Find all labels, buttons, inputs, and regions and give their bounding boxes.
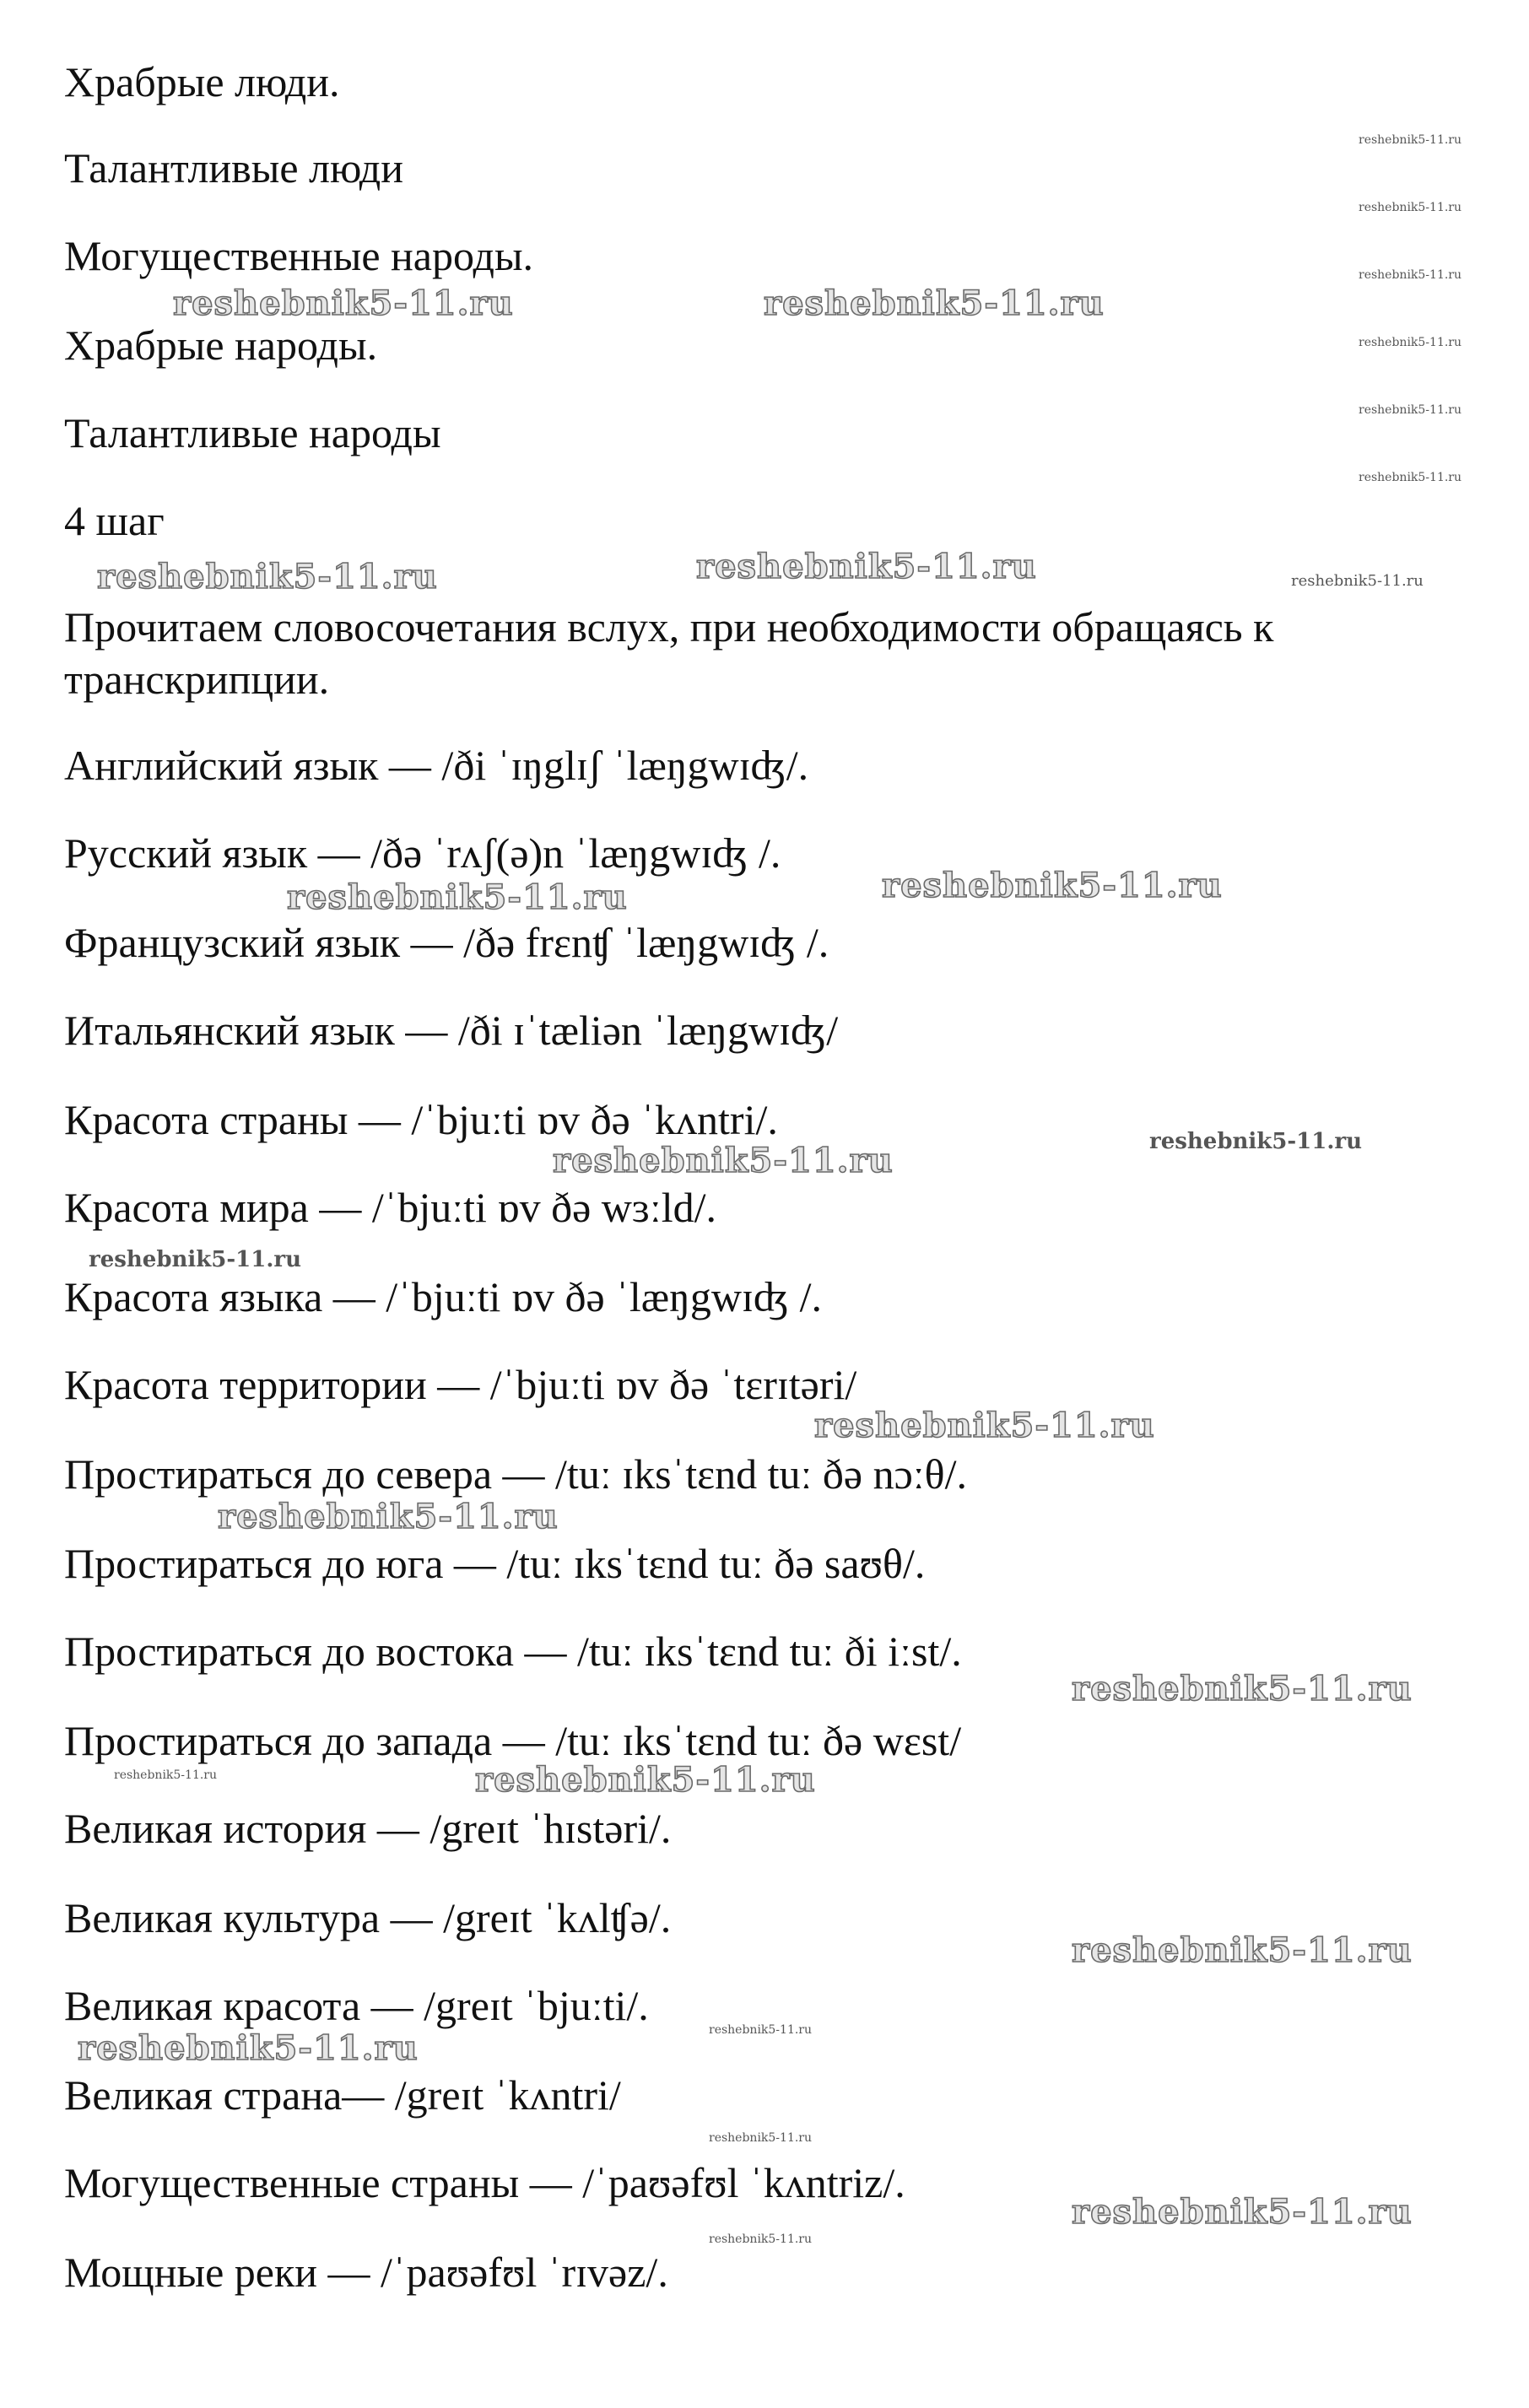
watermark: reshebnik5-11.ru [1359, 403, 1462, 417]
watermark: reshebnik5-11.ru [709, 2131, 813, 2145]
phrase-line: Мощные реки — /ˈpaʊəfʊl ˈrɪvəz/. [64, 2249, 668, 2296]
watermark: reshebnik5-11.ru [78, 2028, 419, 2068]
watermark: reshebnik5-11.ru [1072, 1930, 1413, 1970]
phrase-line: Великая страна— /greɪt ˈkʌntri/ [64, 2071, 621, 2119]
phrase-line: Красота языка — /ˈbjuːti ɒv ðə ˈlæŋgwɪʤ /. [64, 1273, 822, 1320]
watermark: reshebnik5-11.ru [1359, 201, 1462, 214]
watermark: reshebnik5-11.ru [218, 1497, 559, 1536]
watermark: reshebnik5-11.ru [114, 1768, 218, 1782]
watermark: reshebnik5-11.ru [89, 1247, 302, 1272]
text-line: Храбрые народы. [64, 321, 378, 369]
phrase-line: Великая культура — /greɪt ˈkʌlʧə/. [64, 1894, 672, 1941]
watermark: reshebnik5-11.ru [1072, 1669, 1413, 1709]
phrase-line: Красота территории — /ˈbjuːti ɒv ðə ˈtɛrɪtəri/ [64, 1361, 857, 1408]
watermark: reshebnik5-11.ru [696, 547, 1037, 586]
text-line: Талантливые люди [64, 144, 404, 192]
phrase-line: Простираться до востока — /tuː ɪksˈtɛnd tuː ði iːst/. [64, 1628, 962, 1675]
watermark: reshebnik5-11.ru [709, 2023, 813, 2037]
watermark: reshebnik5-11.ru [1149, 1129, 1363, 1154]
text-line: Могущественные народы. [64, 232, 534, 279]
watermark: reshebnik5-11.ru [882, 866, 1223, 905]
phrase-line: Итальянский язык — /ði ɪˈtæliən ˈlæŋgwɪʤ/ [64, 1007, 839, 1054]
phrase-line: Простираться до запада — /tuː ɪksˈtɛnd tuː ðə wɛst/ [64, 1717, 962, 1764]
watermark: reshebnik5-11.ru [1359, 336, 1462, 349]
watermark: reshebnik5-11.ru [553, 1141, 894, 1180]
phrase-line: Могущественные страны — /ˈpaʊəfʊl ˈkʌntriz/. [64, 2159, 905, 2206]
instruction-paragraph: Прочитаем словосочетания вслух, при необходимости обращаясь к транскрипции. [64, 603, 1274, 703]
phrase-line: Английский язык — /ði ˈɪŋglɪʃ ˈlæŋgwɪʤ/. [64, 742, 809, 789]
watermark: reshebnik5-11.ru [709, 2233, 813, 2246]
watermark: reshebnik5-11.ru [1359, 268, 1462, 282]
watermark: reshebnik5-11.ru [1359, 133, 1462, 147]
phrase-line: Великая история — /greɪt ˈhɪstəri/. [64, 1805, 672, 1852]
watermark: reshebnik5-11.ru [475, 1760, 816, 1800]
phrase-line: Русский язык — /ðə ˈrʌʃ(ə)n ˈlæŋgwɪʤ /. [64, 829, 781, 877]
text-line: Храбрые люди. [64, 58, 340, 105]
phrase-line: Красота страны — /ˈbjuːti ɒv ðə ˈkʌntri/. [64, 1096, 778, 1143]
text-line: Талантливые народы [64, 409, 441, 456]
watermark: reshebnik5-11.ru [173, 283, 514, 323]
phrase-line: Простираться до юга — /tuː ɪksˈtɛnd tuː ðə saʊθ/. [64, 1540, 926, 1587]
watermark: reshebnik5-11.ru [1291, 572, 1424, 590]
phrase-line: Французский язык — /ðə frɛnʧ ˈlæŋgwɪʤ /. [64, 919, 829, 966]
phrase-line: Простираться до севера — /tuː ɪksˈtɛnd tuː ðə nɔːθ/. [64, 1450, 967, 1498]
watermark: reshebnik5-11.ru [1072, 2192, 1413, 2232]
phrase-line: Красота мира — /ˈbjuːti ɒv ðə wɜːld/. [64, 1184, 717, 1231]
watermark: reshebnik5-11.ru [814, 1406, 1155, 1445]
watermark: reshebnik5-11.ru [97, 557, 438, 597]
watermark: reshebnik5-11.ru [287, 877, 628, 917]
phrase-line: Великая красота — /greɪt ˈbjuːti/. [64, 1982, 649, 2029]
watermark: reshebnik5-11.ru [1359, 471, 1462, 484]
watermark: reshebnik5-11.ru [764, 283, 1105, 323]
step-heading: 4 шаг [64, 497, 165, 544]
